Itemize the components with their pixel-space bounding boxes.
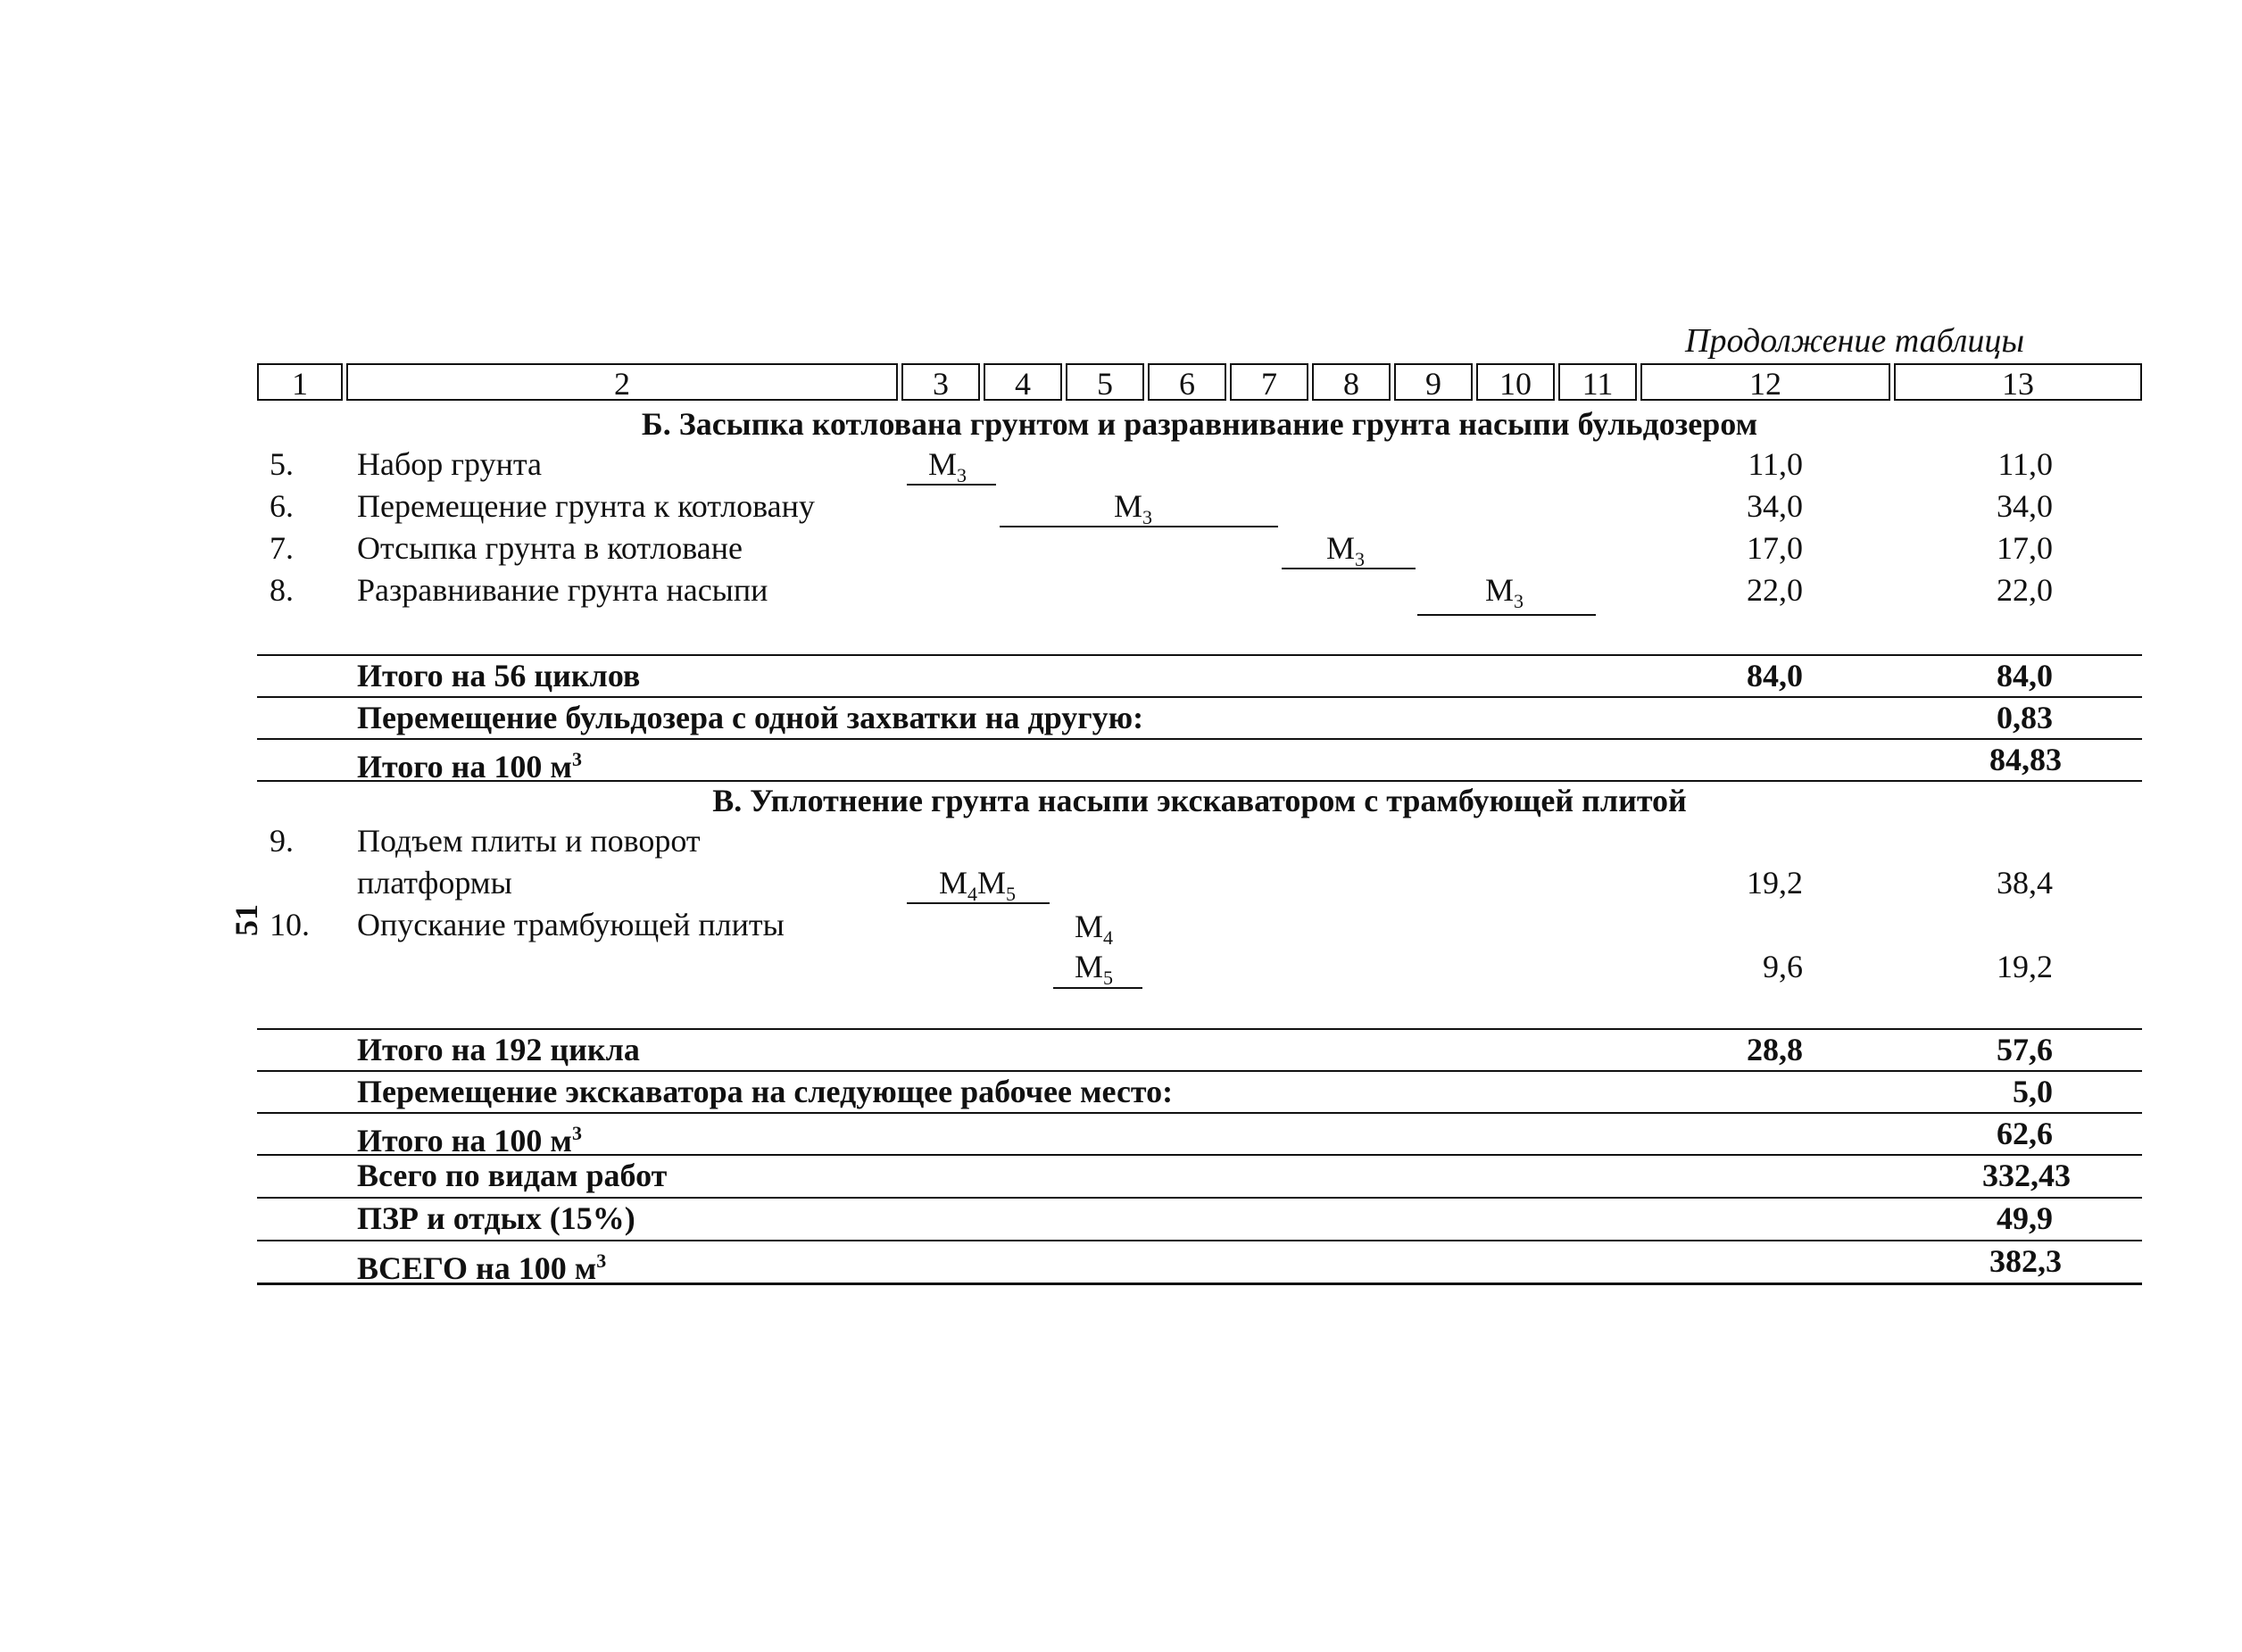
header-col-6: 6 <box>1148 363 1226 401</box>
row-6-machine: $М_3$ <box>1114 488 1153 529</box>
header-col-1: 1 <box>257 363 343 401</box>
page-number-rotated: 51 <box>228 904 264 936</box>
b-move-c13: 0,83 <box>1997 700 2053 735</box>
row-9-num: 9. <box>270 823 294 859</box>
header-col-13: 13 <box>1894 363 2142 401</box>
row-8-c13: 22,0 <box>1997 572 2053 608</box>
header-col-10: 10 <box>1476 363 1555 401</box>
row-5-num: 5. <box>270 446 294 482</box>
row-9-machine-line <box>907 902 1050 904</box>
row-7-machine-line <box>1282 568 1416 569</box>
row-6-num: 6. <box>270 488 294 524</box>
table-header-row <box>257 363 2142 404</box>
row-10-machine-b: $М_5$ <box>1075 949 1114 990</box>
b-total-cycles-label: Итого на 56 циклов <box>357 658 641 693</box>
rule-v-4 <box>257 1154 2142 1156</box>
v-move-label: Перемещение экскаватора на следующее рабочее место: <box>357 1074 1174 1109</box>
row-5-c12: 11,0 <box>1748 446 1803 482</box>
header-col-11: 11 <box>1558 363 1637 401</box>
row-7-c12: 17,0 <box>1747 530 1803 566</box>
b-total100-c13: 84,83 <box>1989 742 2062 777</box>
row-6-name: Перемещение грунта к котловану <box>357 488 815 524</box>
v-total-cycles-c13: 57,6 <box>1997 1032 2053 1067</box>
rule-v-1 <box>257 1028 2142 1030</box>
rule-s-1 <box>257 1197 2142 1199</box>
row-8-machine: $М_3$ <box>1485 572 1524 613</box>
b-total100-label: Итого на 100 $м^3$ <box>357 748 582 784</box>
section-v-title: В. Уплотнение грунта насыпи экскаватором с трамбующей плитой <box>712 783 1687 818</box>
row-6-c12: 34,0 <box>1747 488 1803 524</box>
row-7-num: 7. <box>270 530 294 566</box>
row-5-machine-line <box>907 484 996 486</box>
v-total100-c13: 62,6 <box>1997 1116 2053 1151</box>
header-col-2: 2 <box>346 363 898 401</box>
summary-pzr-c13: 49,9 <box>1997 1200 2053 1236</box>
header-col-5: 5 <box>1066 363 1144 401</box>
row-8-c12: 22,0 <box>1747 572 1803 608</box>
row-7-machine: $М_3$ <box>1326 530 1366 571</box>
v-total100-label: Итого на 100 $м^3$ <box>357 1122 582 1158</box>
summary-works-label: Всего по видам работ <box>357 1158 668 1193</box>
row-10-num: 10. <box>270 907 310 942</box>
continuation-title: Продолжение таблицы <box>1685 322 2025 360</box>
header-col-3: 3 <box>901 363 980 401</box>
rule-b-4 <box>257 780 2142 782</box>
rule-s-2 <box>257 1240 2142 1241</box>
row-6-machine-line <box>1000 526 1278 527</box>
rule-b-3 <box>257 738 2142 740</box>
rule-s-3 <box>257 1283 2142 1285</box>
section-b-title: Б. Засыпка котлована грунтом и разравнивание грунта насыпи бульдозером <box>641 406 1758 442</box>
header-col-4: 4 <box>984 363 1062 401</box>
row-8-machine-line <box>1417 614 1596 616</box>
grand-total-label: ВСЕГО на 100 $м^3$ <box>357 1249 607 1286</box>
header-col-9: 9 <box>1394 363 1473 401</box>
row-9-c12: 19,2 <box>1747 865 1803 901</box>
row-5-name: Набор грунта <box>357 446 542 482</box>
b-total-cycles-c12: 84,0 <box>1747 658 1803 693</box>
row-6-c13: 34,0 <box>1997 488 2053 524</box>
row-7-name: Отсыпка грунта в котловане <box>357 530 743 566</box>
b-total-cycles-c13: 84,0 <box>1997 658 2053 693</box>
row-10-machine-a: $М_4$ <box>1075 909 1114 950</box>
row-9-name-line2: платформы <box>357 865 512 901</box>
header-col-7: 7 <box>1230 363 1308 401</box>
v-total-cycles-c12: 28,8 <box>1747 1032 1803 1067</box>
row-10-machine-line <box>1053 987 1142 989</box>
row-10-name: Опускание трамбующей плиты <box>357 907 785 942</box>
rule-b-2 <box>257 696 2142 698</box>
rule-b-1 <box>257 654 2142 656</box>
row-7-c13: 17,0 <box>1997 530 2053 566</box>
row-10-c12: 9,6 <box>1763 949 1803 984</box>
summary-works-c13: 332,43 <box>1982 1158 2071 1193</box>
b-move-label: Перемещение бульдозера с одной захватки на другую: <box>357 700 1144 735</box>
v-move-c13: 5,0 <box>2013 1074 2053 1109</box>
header-col-8: 8 <box>1312 363 1391 401</box>
row-8-name: Разравнивание грунта насыпи <box>357 572 768 608</box>
row-9-c13: 38,4 <box>1997 865 2053 901</box>
row-5-c13: 11,0 <box>1997 446 2053 482</box>
row-5-machine: $М_3$ <box>928 446 967 487</box>
header-col-12: 12 <box>1640 363 1890 401</box>
row-10-c13: 19,2 <box>1997 949 2053 984</box>
row-8-num: 8. <box>270 572 294 608</box>
row-9-machine: $М_4М_5$ <box>939 865 1017 906</box>
v-total-cycles-label: Итого на 192 цикла <box>357 1032 640 1067</box>
row-9-name-line1: Подъем плиты и поворот <box>357 823 701 859</box>
summary-pzr-label: ПЗР и отдых (15%) <box>357 1200 635 1236</box>
grand-total-c13: 382,3 <box>1989 1243 2062 1279</box>
rule-v-2 <box>257 1070 2142 1072</box>
rule-v-3 <box>257 1112 2142 1114</box>
